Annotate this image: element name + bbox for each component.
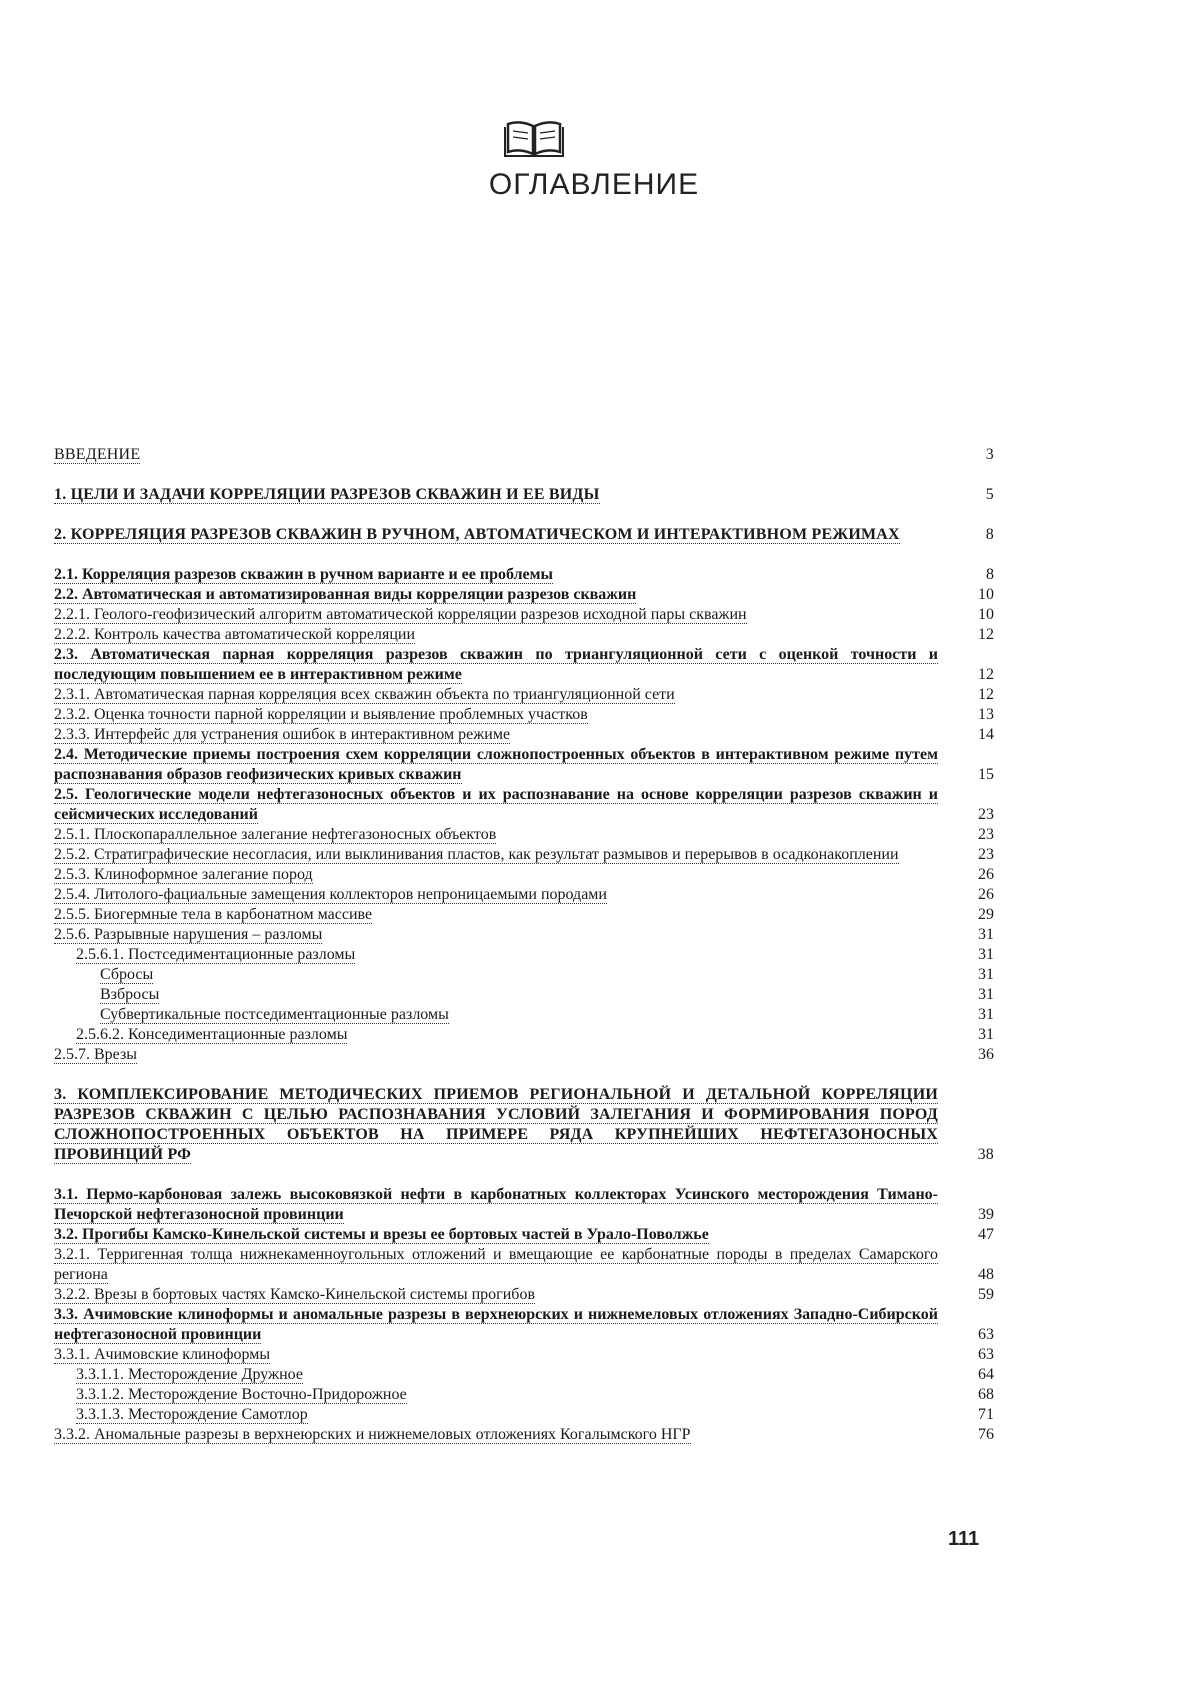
toc-entry-title: 3.2.1. Терригенная толща нижнекаменноугольных отложений и вмещающие ее карбонатные породы в пределах Самарского региона bbox=[54, 1246, 938, 1283]
book-icon bbox=[504, 118, 564, 160]
toc-entry[interactable] bbox=[54, 1385, 994, 1405]
toc-entry-page: 76 bbox=[978, 1426, 994, 1443]
toc-entry-title: 2.5.6.1. Постседиментационные разломы bbox=[76, 946, 356, 963]
page-title: ОГЛАВЛЕНИЕ bbox=[488, 168, 700, 201]
toc-entry-page: 64 bbox=[978, 1366, 994, 1383]
toc-entry[interactable] bbox=[54, 945, 994, 965]
toc-entry[interactable] bbox=[54, 1405, 994, 1425]
toc-entry[interactable] bbox=[54, 645, 994, 685]
toc-entry[interactable] bbox=[54, 1185, 994, 1225]
section-gap bbox=[54, 505, 994, 525]
toc-entry-title: 3.3.1.2. Месторождение Восточно-Придорожное bbox=[76, 1386, 407, 1403]
toc-entry-page: 38 bbox=[977, 1146, 994, 1163]
toc-entry-page: 63 bbox=[978, 1346, 994, 1363]
toc-entry-title: 2.5.7. Врезы bbox=[54, 1046, 138, 1063]
toc-entry[interactable] bbox=[54, 1365, 994, 1385]
toc-entry[interactable] bbox=[54, 485, 994, 505]
toc-entry-page: 31 bbox=[978, 926, 994, 943]
toc-entry[interactable] bbox=[54, 785, 994, 825]
toc-entry-page: 68 bbox=[978, 1386, 994, 1403]
section-gap bbox=[54, 1065, 994, 1085]
toc-entry[interactable] bbox=[54, 925, 994, 945]
toc-entry-title: 3.3.1. Ачимовские клиноформы bbox=[54, 1346, 271, 1363]
toc-entry[interactable] bbox=[54, 1345, 994, 1365]
toc-entry[interactable] bbox=[54, 565, 994, 585]
toc-entry[interactable] bbox=[54, 985, 994, 1005]
toc-entry[interactable] bbox=[54, 865, 994, 885]
toc-entry-page: 31 bbox=[978, 946, 994, 963]
toc-entry-title: 3.3.1.3. Месторождение Самотлор bbox=[76, 1406, 308, 1423]
toc-entry-page: 8 bbox=[986, 566, 994, 583]
table-of-contents bbox=[54, 445, 994, 1445]
toc-entry[interactable] bbox=[54, 445, 994, 465]
section-gap bbox=[54, 545, 994, 565]
toc-entry[interactable] bbox=[54, 585, 994, 605]
toc-entry-title: Субвертикальные постседиментационные разломы bbox=[100, 1006, 449, 1023]
toc-entry-title: ВВЕДЕНИЕ bbox=[54, 446, 141, 463]
toc-entry-title: 2.3.1. Автоматическая парная корреляция всех скважин объекта по триангуляционной сети bbox=[54, 686, 675, 703]
toc-entry[interactable] bbox=[54, 1085, 994, 1165]
toc-entry-page: 31 bbox=[978, 986, 994, 1003]
toc-entry[interactable] bbox=[54, 625, 994, 645]
toc-entry-title: 2.5.6. Разрывные нарушения – разломы bbox=[54, 926, 323, 943]
toc-entry-page: 31 bbox=[978, 1026, 994, 1043]
toc-entry[interactable] bbox=[54, 705, 994, 725]
toc-entry-page: 23 bbox=[978, 806, 994, 823]
toc-entry[interactable] bbox=[54, 685, 994, 705]
toc-entry[interactable] bbox=[54, 1245, 994, 1285]
toc-entry-title: 2.3.3. Интерфейс для устранения ошибок в интерактивном режиме bbox=[54, 726, 511, 743]
toc-entry[interactable] bbox=[54, 1005, 994, 1025]
toc-entry[interactable] bbox=[54, 905, 994, 925]
toc-entry-title: 2. КОРРЕЛЯЦИЯ РАЗРЕЗОВ СКВАЖИН В РУЧНОМ, АВТОМАТИЧЕСКОМ И ИНТЕРАКТИВНОМ РЕЖИМАХ bbox=[54, 526, 900, 543]
toc-entry[interactable] bbox=[54, 1425, 994, 1445]
toc-entry-page: 14 bbox=[978, 726, 994, 743]
toc-entry-page: 71 bbox=[978, 1406, 994, 1423]
toc-entry-title: Сбросы bbox=[100, 966, 154, 983]
toc-entry-title: 2.5.3. Клиноформное залегание пород bbox=[54, 866, 313, 883]
toc-entry-title: 3.3.2. Аномальные разрезы в верхнеюрских и нижнемеловых отложениях Когалымского НГР bbox=[54, 1426, 691, 1443]
toc-entry-page: 29 bbox=[978, 906, 994, 923]
toc-entry-title: 2.5.6.2. Конседиментационные разломы bbox=[76, 1026, 348, 1043]
toc-entry[interactable] bbox=[54, 825, 994, 845]
toc-entry-page: 13 bbox=[978, 706, 994, 723]
toc-entry-title: 2.2.1. Геолого-геофизический алгоритм автоматической корреляции разрезов исходной пары скважин bbox=[54, 606, 747, 623]
toc-entry-title: 3. КОМПЛЕКСИРОВАНИЕ МЕТОДИЧЕСКИХ ПРИЕМОВ РЕГИОНАЛЬНОЙ И ДЕТАЛЬНОЙ КОРРЕЛЯЦИИ РАЗРЕЗОВ СКВАЖИН С ЦЕЛЬЮ РАСПОЗНАВАНИЯ УСЛОВИЙ ЗАЛЕГАНИЯ И ФОРМИРОВАНИЯ ПОРОД СЛОЖНОПОСТРОЕННЫХ ОБЪЕКТОВ НА ПРИМЕРЕ РЯДА КРУПНЕЙШИХ НЕФТЕГАЗОНОСНЫХ ПРОВИНЦИЙ РФ bbox=[54, 1086, 938, 1163]
toc-entry-title: 2.2. Автоматическая и автоматизированная виды корреляции разрезов скважин bbox=[54, 586, 637, 603]
section-gap bbox=[54, 465, 994, 485]
toc-entry[interactable] bbox=[54, 1285, 994, 1305]
toc-entry-title: 2.5. Геологические модели нефтегазоносных объектов и их распознавание на основе корреляции разрезов скважин и сейсмических исследований bbox=[54, 786, 938, 823]
toc-entry-page: 63 bbox=[978, 1326, 994, 1343]
toc-entry-title: 2.3. Автоматическая парная корреляция разрезов скважин по триангуляционной сети с оценкой точности и последующим повышением ее в интерактивном режиме bbox=[54, 646, 938, 683]
toc-entry-page: 23 bbox=[978, 846, 994, 863]
toc-entry-page: 31 bbox=[978, 1006, 994, 1023]
toc-entry-title: 2.2.2. Контроль качества автоматической корреляции bbox=[54, 626, 416, 643]
toc-entry[interactable] bbox=[54, 725, 994, 745]
toc-entry-title: 2.5.4. Литолого-фациальные замещения коллекторов непроницаемыми породами bbox=[54, 886, 607, 903]
toc-entry-page: 8 bbox=[985, 526, 994, 543]
toc-entry-title: 2.4. Методические приемы построения схем корреляции сложнопостроенных объектов в интерактивном режиме путем распознавания образов геофизических кривых скважин bbox=[54, 746, 938, 783]
toc-entry[interactable] bbox=[54, 745, 994, 785]
toc-entry-page: 12 bbox=[978, 626, 994, 643]
toc-entry-page: 31 bbox=[978, 966, 994, 983]
toc-entry-page: 47 bbox=[978, 1226, 994, 1243]
toc-entry-title: 1. ЦЕЛИ И ЗАДАЧИ КОРРЕЛЯЦИИ РАЗРЕЗОВ СКВАЖИН И ЕЕ ВИДЫ bbox=[54, 486, 600, 503]
toc-entry-page: 23 bbox=[978, 826, 994, 843]
toc-entry[interactable] bbox=[54, 1025, 994, 1045]
toc-entry-page: 48 bbox=[978, 1266, 994, 1283]
toc-entry-page: 15 bbox=[978, 766, 994, 783]
toc-entry[interactable] bbox=[54, 885, 994, 905]
toc-entry-page: 39 bbox=[978, 1206, 994, 1223]
toc-entry-page: 12 bbox=[978, 686, 994, 703]
toc-entry-title: 2.1. Корреляция разрезов скважин в ручном варианте и ее проблемы bbox=[54, 566, 554, 583]
section-gap bbox=[54, 1165, 994, 1185]
toc-entry-page: 10 bbox=[978, 606, 994, 623]
toc-entry[interactable] bbox=[54, 1305, 994, 1345]
toc-entry-page: 5 bbox=[985, 486, 994, 503]
toc-entry[interactable] bbox=[54, 1225, 994, 1245]
toc-entry-page: 59 bbox=[978, 1286, 994, 1303]
toc-entry-page: 26 bbox=[978, 886, 994, 903]
toc-entry-title: 2.5.2. Стратиграфические несогласия, или выклинивания пластов, как результат размывов и перерывов в осадконакоплении bbox=[54, 846, 899, 863]
toc-entry[interactable] bbox=[54, 1045, 994, 1065]
toc-entry-title: 3.3. Ачимовские клиноформы и аномальные разрезы в верхнеюрских и нижнемеловых отложениях Западно-Сибирской нефтегазоносной провинции bbox=[54, 1306, 938, 1343]
toc-entry-page: 10 bbox=[978, 586, 994, 603]
page-number: 111 bbox=[948, 1528, 980, 1550]
toc-entry[interactable] bbox=[54, 605, 994, 625]
toc-entry-title: 2.5.5. Биогермные тела в карбонатном массиве bbox=[54, 906, 373, 923]
toc-entry-title: 3.2.2. Врезы в бортовых частях Камско-Кинельской системы прогибов bbox=[54, 1286, 535, 1303]
toc-entry-page: 12 bbox=[978, 666, 994, 683]
toc-entry[interactable] bbox=[54, 525, 994, 545]
toc-entry[interactable] bbox=[54, 845, 994, 865]
toc-entry-page: 36 bbox=[978, 1046, 994, 1063]
toc-entry-title: 3.2. Прогибы Камско-Кинельской системы и врезы ее бортовых частей в Урало-Поволжье bbox=[54, 1226, 709, 1243]
toc-entry-title: Взбросы bbox=[100, 986, 160, 1003]
toc-entry[interactable] bbox=[54, 965, 994, 985]
toc-entry-page: 3 bbox=[985, 446, 994, 463]
toc-entry-title: 3.1. Пермо-карбоновая залежь высоковязкой нефти в карбонатных коллекторах Усинского месторождения Тимано-Печорской нефтегазоносной провинции bbox=[54, 1186, 938, 1223]
toc-entry-page: 26 bbox=[978, 866, 994, 883]
toc-entry-title: 2.5.1. Плоскопараллельное залегание нефтегазоносных объектов bbox=[54, 826, 497, 843]
toc-entry-title: 3.3.1.1. Месторождение Дружное bbox=[76, 1366, 303, 1383]
toc-entry-title: 2.3.2. Оценка точности парной корреляции и выявление проблемных участков bbox=[54, 706, 588, 723]
